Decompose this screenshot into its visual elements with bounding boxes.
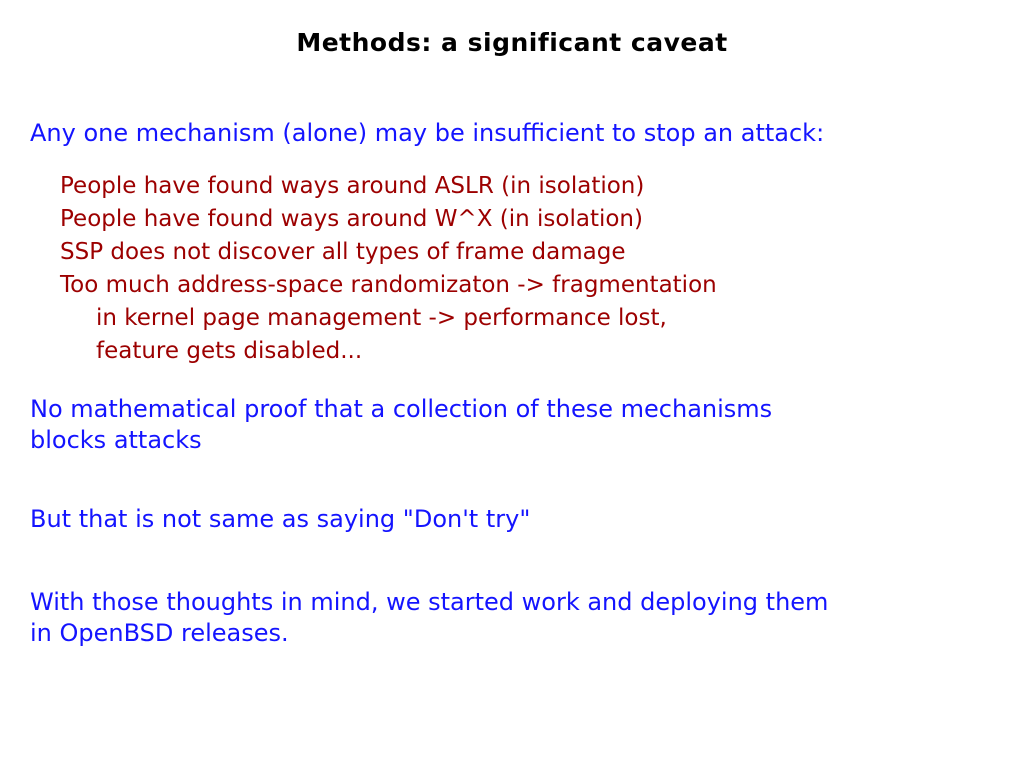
paragraph-no-proof (30, 394, 990, 456)
paragraph-line: in OpenBSD releases. (30, 619, 289, 647)
sub-point-list (30, 170, 990, 368)
list-item: in kernel page management -> performance lost, (96, 305, 667, 331)
list-item: People have found ways around ASLR (in isolation) (60, 173, 645, 199)
paragraph-but-that (30, 504, 990, 535)
paragraph-with-those (30, 587, 990, 649)
list-item: feature gets disabled... (96, 338, 363, 364)
paragraph-line: With those thoughts in mind, we started work and deploying them (30, 588, 829, 616)
paragraph-line: No mathematical proof that a collection of these mechanisms (30, 395, 773, 423)
paragraph-line: blocks attacks (30, 426, 202, 454)
lead-statement: Any one mechanism (alone) may be insufficient to stop an attack: (30, 119, 825, 147)
list-item: People have found ways around W^X (in isolation) (60, 206, 643, 232)
paragraph-line: But that is not same as saying "Don't try" (30, 505, 531, 533)
slide-body (30, 118, 990, 649)
page-title: Methods: a significant caveat (296, 28, 728, 57)
list-item: SSP does not discover all types of frame damage (60, 239, 626, 265)
list-item: Too much address-space randomizaton -> fragmentation (60, 272, 717, 298)
